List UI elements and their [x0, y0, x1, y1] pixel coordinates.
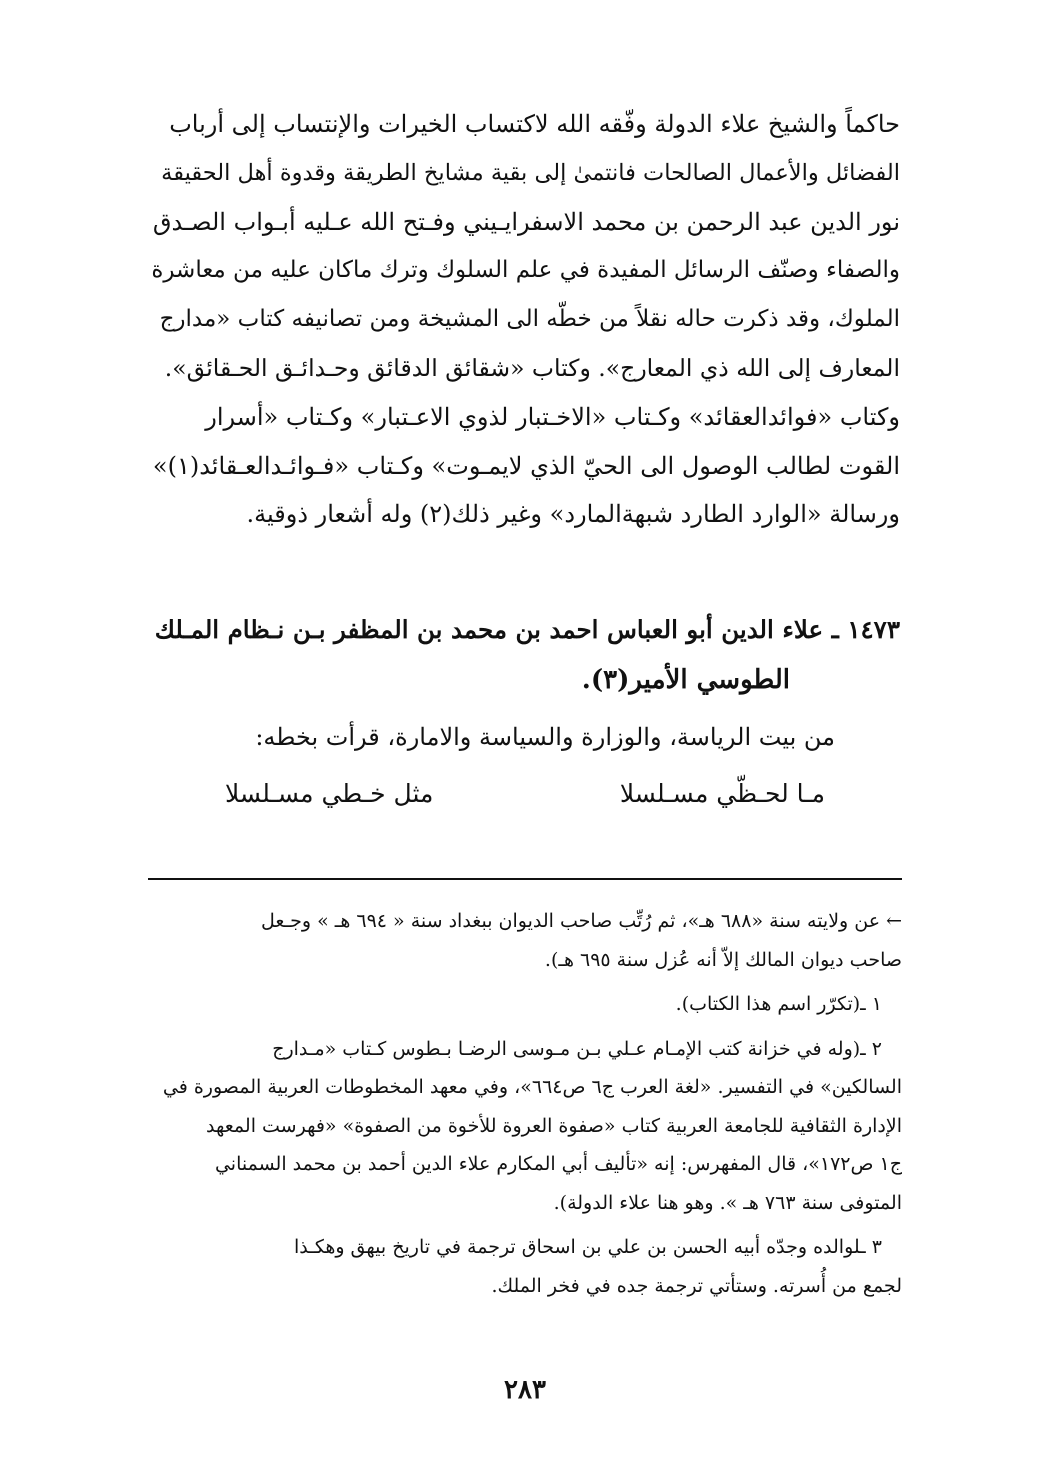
footnote-1	[142, 985, 902, 1024]
footnote-line: المتوفى سنة ٧٦٣ هـ ». وهو هنا علاء الدولة).	[553, 1191, 902, 1214]
footnote-continuation	[142, 902, 902, 979]
main-body-text	[150, 100, 900, 539]
body-line: المعارف إلى الله ذي المعارج». وكتاب «شقائق الدقائق وحـدائـق الحـقائق».	[164, 353, 900, 382]
footnote-line: لجمع من أُسرته. وستأتي ترجمة جده في فخر الملك.	[491, 1274, 902, 1297]
footnote-line: ٣ ـلوالده وجدّه أبيه الحسن بن علي بن اسحاق ترجمة في تاريخ بيهق وهكـذا	[294, 1236, 882, 1258]
body-line: نور الدين عبد الرحمن بن محمد الاسفرايـيني وفـتح الله عـليه أبـواب الصـدق	[152, 207, 900, 236]
entry-intro: من بيت الرياسة، والوزارة والسياسة والامارة، قرأت بخطه:	[255, 723, 835, 751]
footnote-line	[142, 902, 902, 941]
footnote-divider	[148, 878, 902, 880]
body-line: الملوك، وقد ذكرت حاله نقلاً من خطّه الى المشيخة ومن تصانيفه كتاب «مدارج	[159, 306, 900, 333]
body-line: وكتاب «فوائدالعقائد» وكـتاب «الاخـتبار لذوي الاعـتبار» وكـتاب «أسرار	[205, 402, 900, 431]
footnote-line: السالكين» في التفسير. «لغة العرب ج٦ ص٦٦٤»، وفي معهد المخطوطات العربية المصورة في	[162, 1076, 902, 1098]
body-line: حاكماً والشيخ علاء الدولة وفّقه الله لاكتساب الخيرات والإنتساب إلى أرباب	[169, 110, 900, 138]
verse-hemistich-right: مـا لحـظّي مسـلسلا	[619, 779, 825, 808]
body-line: ورسالة «الوارد الطارد شبهةالمارد» وغير ذلك(٢) وله أشعار ذوقية.	[246, 500, 900, 529]
footnote-2	[142, 1030, 902, 1223]
footnote-line: ٢ ـ(وله في خزانة كتب الإمـام عـلي بـن مـوسى الرضـا بـطوس كـتاب «مـدارج	[272, 1037, 882, 1060]
continuation-arrow-icon: ←	[886, 910, 902, 932]
body-line: الفضائل والأعمال الصالحات فانتمىٰ إلى بقية مشايخ الطريقة وقدوة أهل الحقيقة	[161, 159, 900, 186]
footnotes	[142, 902, 902, 1311]
footnote-3	[142, 1228, 902, 1305]
footnote-line: الإدارة الثقافية للجامعة العربية كتاب «صفوة العروة للأخوة من الصفوة» «فهرست المعهد	[206, 1114, 902, 1137]
footnote-line: صاحب ديوان المالك إلاّ أنه عُزل سنة ٦٩٥ هـ).	[544, 948, 902, 971]
entry-heading-line: الطوسي الأمير(٣).	[581, 665, 790, 695]
entry-heading-line: ١٤٧٣ ـ علاء الدين أبو العباس احمد بن محمد بن المظفر بـن نـظام المـلك	[154, 615, 900, 644]
footnote-text: عن ولايته سنة «٦٨٨ هـ»، ثم رُتِّب صاحب الديوان ببغداد سنة « ٦٩٤ هـ » وجـعل	[261, 910, 881, 932]
footnote-line: ١ ـ(تكرّر اسم هذا الكتاب).	[675, 993, 882, 1015]
body-line: والصفاء وصنّف الرسائل المفيدة في علم السلوك وترك ماكان عليه من معاشرة	[151, 257, 900, 284]
verse	[225, 770, 825, 818]
entry-heading	[145, 605, 900, 705]
verse-hemistich-left: مثل خـطي مسـلسلا	[225, 779, 434, 808]
body-line: القوت لطالب الوصول الى الحيّ الذي لايمـوت» وكـتاب «فـوائـدالعـقائد(١)»	[152, 451, 900, 480]
page-number: ٢٨٣	[504, 1375, 546, 1405]
footnote-line: ج١ ص١٧٢»، قال المفهرس: إنه «تأليف أبي المكارم علاء الدين أحمد بن محمد السمناني	[214, 1153, 902, 1175]
